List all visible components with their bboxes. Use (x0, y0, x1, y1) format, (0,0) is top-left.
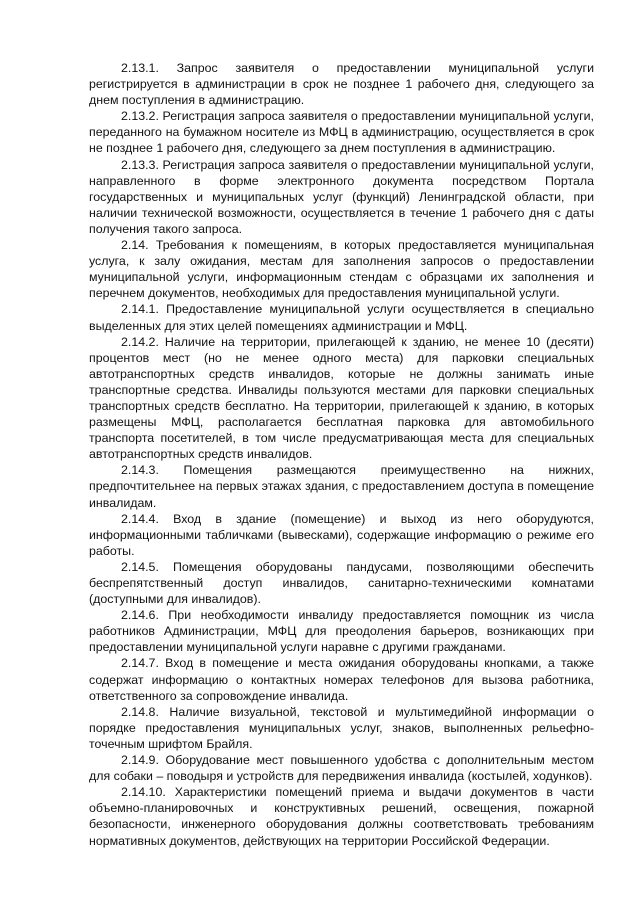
paragraph-2-14-9: 2.14.9. Оборудование мест повышенного удобства с дополнительным местом для собаки – поводыря и устройств для передвижения инвалида (костылей, ходунков). (89, 753, 594, 784)
paragraph-2-14-3: 2.14.3. Помещения размещаются преимущественно на нижних, предпочтительнее на первых этажах здания, с предоставлением доступа в помещение инвалидам. (89, 463, 594, 510)
paragraph-2-14-8: 2.14.8. Наличие визуальной, текстовой и мультимедийной информации о порядке предоставления муниципальных услуг, знаков, выполненных рельефно-точечным шрифтом Брайля. (89, 704, 594, 751)
paragraph-2-14-10: 2.14.10. Характеристики помещений приема и выдачи документов в части объемно-планировочных и конструктивных решений, освещения, пожарной безопасности, инженерного оборудования должны соответствовать требованиям нормативных документов, действующих на территории Российской Федерации. (89, 785, 594, 848)
paragraph-2-14-1: 2.14.1. Предоставление муниципальной услуги осуществляется в специально выделенных для этих целей помещениях администрации и МФЦ. (89, 302, 594, 333)
paragraph-2-14-7: 2.14.7. Вход в помещение и места ожидания оборудованы кнопками, а также содержат информацию о контактных номерах телефонов для вызова работника, ответственного за сопровождение инвалида. (89, 656, 594, 703)
document-body (89, 60, 594, 849)
paragraph-2-13-3: 2.13.3. Регистрация запроса заявителя о предоставлении муниципальной услуги, направленного в форме электронного документа посредством Портала государственных и муниципальных услуг (функций) Ленинградской области, при наличии технической возможности, осуществляется в течение 1 рабочего дня с даты получения такого запроса. (89, 157, 594, 236)
paragraph-2-14-2: 2.14.2. Наличие на территории, прилегающей к зданию, не менее 10 (десяти) процентов мест (но не менее одного места) для парковки специальных автотранспортных средств инвалидов, которые не должны занимать иные транспортные средства. Инвалиды пользуются местами для парковки специальных транспортных средств бесплатно. На территории, прилегающей к зданию, в которых размещены МФЦ, располагается бесплатная парковка для автомобильного транспорта посетителей, в том числе предусматривающая места для специальных автотранспортных средств инвалидов. (89, 334, 594, 462)
paragraph-2-14-5: 2.14.5. Помещения оборудованы пандусами, позволяющими обеспечить беспрепятственный доступ инвалидов, санитарно-техническими комнатами (доступными для инвалидов). (89, 559, 594, 607)
paragraph-2-13-2: 2.13.2. Регистрация запроса заявителя о предоставлении муниципальной услуги, переданного на бумажном носителе из МФЦ в администрацию, осуществляется в срок не позднее 1 рабочего дня, следующего за днем поступления в администрацию. (89, 109, 594, 156)
paragraph-2-14-4: 2.14.4. Вход в здание (помещение) и выход из него оборудуются, информационными табличками (вывесками), содержащие информацию о режиме его работы. (89, 511, 594, 558)
paragraph-2-13-1: 2.13.1. Запрос заявителя о предоставлении муниципальной услуги регистрируется в администрации в срок не позднее 1 рабочего дня, следующего за днем поступления в администрацию. (89, 61, 594, 108)
paragraph-2-14-6: 2.14.6. При необходимости инвалиду предоставляется помощник из числа работников Администрации, МФЦ для преодоления барьеров, возникающих при предоставлении муниципальной услуги наравне с другими гражданами. (89, 608, 594, 655)
paragraph-2-14: 2.14. Требования к помещениям, в которых предоставляется муниципальная услуга, к залу ожидания, местам для заполнения запросов о предоставлении муниципальной услуги, информационным стендам с образцами их заполнения и перечнем документов, необходимых для предоставления муниципальной услуги. (89, 238, 594, 301)
